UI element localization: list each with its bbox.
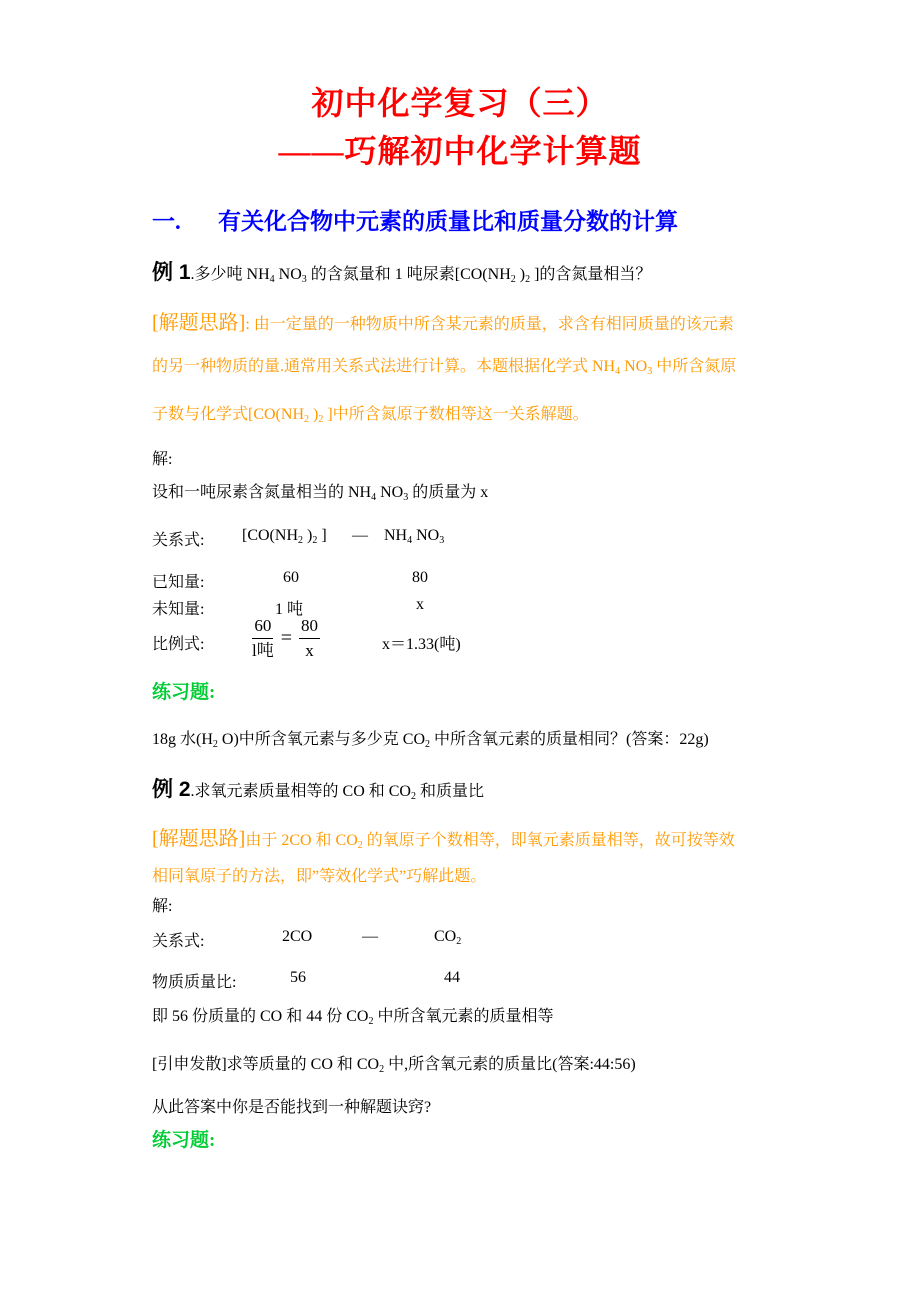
unknown-left: 1 吨 <box>275 601 304 618</box>
example2-relation-left: 2CO <box>282 928 313 945</box>
example1-hint-line1: [解题思路]: 由一定量的一种物质中所含某元素的质量，求含有相同质量的该元素 <box>152 312 734 334</box>
practice1-question: 18g 水($H_2$ O)中所含氧元素与多少克 $CO_2$ 中所含氧元素的质量相同？(答案：22g) <box>152 731 709 750</box>
example1-relation-left: [$CO(NH_2$ )$_2$ ] <box>242 527 327 546</box>
hint-heading: [解题思路] <box>152 312 246 334</box>
mass-ratio-label: 物质质量比: <box>152 974 237 991</box>
ratio-label: 比例式: <box>152 636 205 653</box>
example1-label: 例 1 <box>152 261 191 284</box>
practice1-label: 练习题: <box>152 682 216 703</box>
example2-conclusion: 即 56 份质量的 CO 和 44 份 $CO_2$ 中所含氧元素的质量相等 <box>152 1008 554 1027</box>
example2-extension: [引申发散]求等质量的 CO 和 $CO_2$ 中,所含氧元素的质量比(答案:44:56) <box>152 1056 636 1075</box>
mass-ratio-right: 44 <box>444 969 460 986</box>
practice2-label: 练习题: <box>152 1130 216 1151</box>
ratio-expression <box>252 616 320 661</box>
section-number: 一. <box>152 209 181 234</box>
unknown-right: x <box>416 596 424 613</box>
known-left: 60 <box>283 569 299 586</box>
example2-hint-line2: 相同氧原子的方法，即”等效化学式”巧解此题。 <box>152 868 487 885</box>
example2-hint-line1: [解题思路]由于 2CO 和 $CO_2$ 的氧原子个数相等，即氧元素质量相等，故可按等效 <box>152 828 735 851</box>
page-title: 初中化学复习（三） <box>311 85 609 121</box>
ratio-fraction-left: $\frac{60}{\text{l吨}}$ <box>252 616 274 660</box>
unknown-label: 未知量: <box>152 601 205 618</box>
example2-relation-right: $CO_2$ <box>434 928 462 947</box>
example1-relation-dash: — <box>352 527 368 544</box>
example1-relation-right: $NH_4$ $NO_3$ <box>384 527 445 546</box>
example1-hint-line3: 子数与化学式[$CO(NH_2$ )$_2$ ]中所含氮原子数相等这一关系解题。 <box>152 406 589 425</box>
section-heading <box>152 203 678 236</box>
known-label: 已知量: <box>152 574 205 591</box>
known-right: 80 <box>412 569 428 586</box>
example2-question: 例 2.求氧元素质量相等的 CO 和 $CO_2$ 和质量比 <box>152 778 484 802</box>
mass-ratio-left: 56 <box>290 969 306 986</box>
ratio-fraction-right: $\frac{80}{x}$ <box>301 616 319 660</box>
example2-relation-label: 关系式: <box>152 933 205 950</box>
hint-heading: [解题思路] <box>152 828 246 850</box>
example1-solution-label: 解: <box>152 451 173 468</box>
example2-label: 例 2 <box>152 778 191 801</box>
page-subtitle: ——巧解初中化学计算题 <box>278 133 642 169</box>
example1-setup: 设和一吨尿素含氮量相当的 $NH_4$ $NO_3$ 的质量为 x <box>152 484 489 503</box>
example2-question-end: 从此答案中你是否能找到一种解题诀窍? <box>152 1099 432 1116</box>
example1-relation-label: 关系式: <box>152 532 205 549</box>
ratio-equals: = <box>280 627 293 649</box>
example2-relation-dash: — <box>362 928 378 945</box>
example1-hint-line2: 的另一种物质的量.通常用关系式法进行计算。本题根据化学式 $NH_4$ $NO_3$ 中所含氮原 <box>152 358 737 377</box>
section-title: 有关化合物中元素的质量比和质量分数的计算 <box>218 209 678 234</box>
example2-solution-label: 解: <box>152 898 173 915</box>
ratio-result: x＝1.33(吨) <box>382 636 461 653</box>
example1-question: 例 1.多少吨 $NH_4$ $NO_3$ 的含氮量和 1 吨尿素[$CO(NH_2$ )$_2$ ]的含氮量相当？ <box>152 261 652 285</box>
